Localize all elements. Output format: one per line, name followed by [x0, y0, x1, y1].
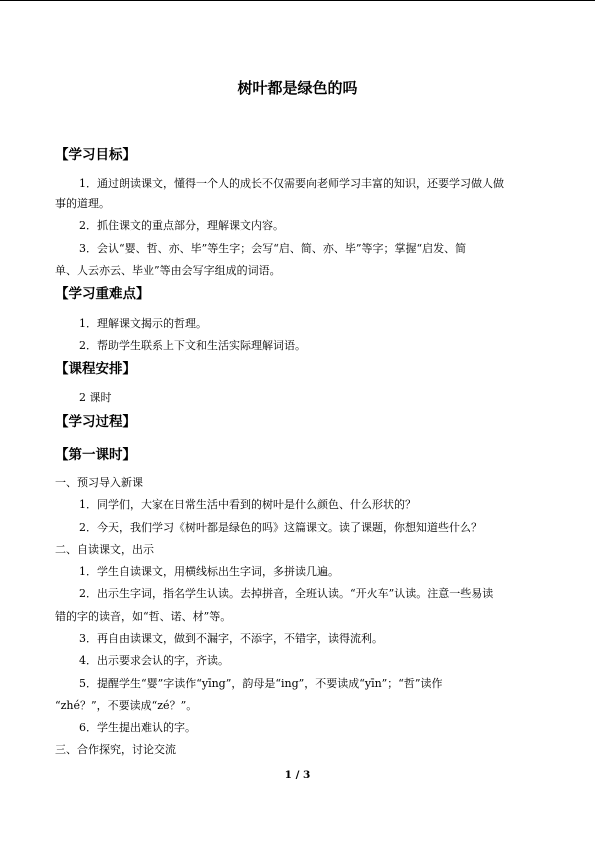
- heading-first-period: 【第一课时】: [55, 447, 136, 463]
- process-line: 4．出示要求会认的字，齐读。: [79, 654, 229, 667]
- heading-difficulties: 【学习重难点】: [55, 286, 150, 302]
- page-title: 树叶都是绿色的吗: [237, 79, 358, 97]
- schedule-text: 2 课时: [79, 391, 112, 404]
- goal-line: 3．会认“婴、哲、亦、毕”等生字；会写“启、简、亦、毕”等字；掌握“启发、简: [79, 242, 467, 255]
- process-line: 5．提醒学生“婴”字读作“yīng”，韵母是“ing”，不要读成“yīn”；“哲”读作: [79, 677, 443, 690]
- process-line: 6．学生提出难认的字。: [79, 721, 196, 734]
- heading-process: 【学习过程】: [55, 414, 136, 430]
- section-heading: 三、合作探究，讨论交流: [55, 743, 176, 756]
- goal-line: 1．通过朗读课文，懂得一个人的成长不仅需要向老师学习丰富的知识，还要学习做人做: [79, 177, 504, 190]
- process-line: 2．今天，我们学习《树叶都是绿色的吗》这篇课文。读了课题，你想知道些什么？: [79, 521, 482, 534]
- difficulty-line: 1．理解课文揭示的哲理。: [79, 317, 207, 330]
- top-rule: [0, 0, 595, 1]
- process-line: 错的字的读音，如“哲、诺、材”等。: [55, 610, 232, 623]
- goal-line: 2．抓住课文的重点部分，理解课文内容。: [79, 219, 284, 232]
- difficulty-line: 2．帮助学生联系上下文和生活实际理解词语。: [79, 339, 306, 352]
- goal-line: 事的道理。: [55, 197, 110, 210]
- process-line: 3．再自由读课文，做到不漏字，不添字，不错字，读得流利。: [79, 632, 383, 645]
- section-heading: 二、自读课文，出示: [55, 543, 154, 556]
- heading-goals: 【学习目标】: [55, 147, 136, 163]
- goal-line: 单、人云亦云、毕业”等由会写字组成的词语。: [55, 264, 281, 277]
- page-number: 1 / 3: [284, 769, 311, 781]
- process-line: 1．学生自读课文，用横线标出生字词，多拼读几遍。: [79, 565, 339, 578]
- process-line: “zhé？”，不要读成“zé？”。: [55, 699, 198, 712]
- process-line: 2．出示生字词，指名学生认读。去掉拼音，全班认读。“开火车”认读。注意一些易读: [79, 587, 494, 600]
- section-heading: 一、预习导入新课: [55, 476, 143, 489]
- process-line: 1．同学们，大家在日常生活中看到的树叶是什么颜色、什么形状的？: [79, 498, 416, 511]
- heading-schedule: 【课程安排】: [55, 361, 136, 377]
